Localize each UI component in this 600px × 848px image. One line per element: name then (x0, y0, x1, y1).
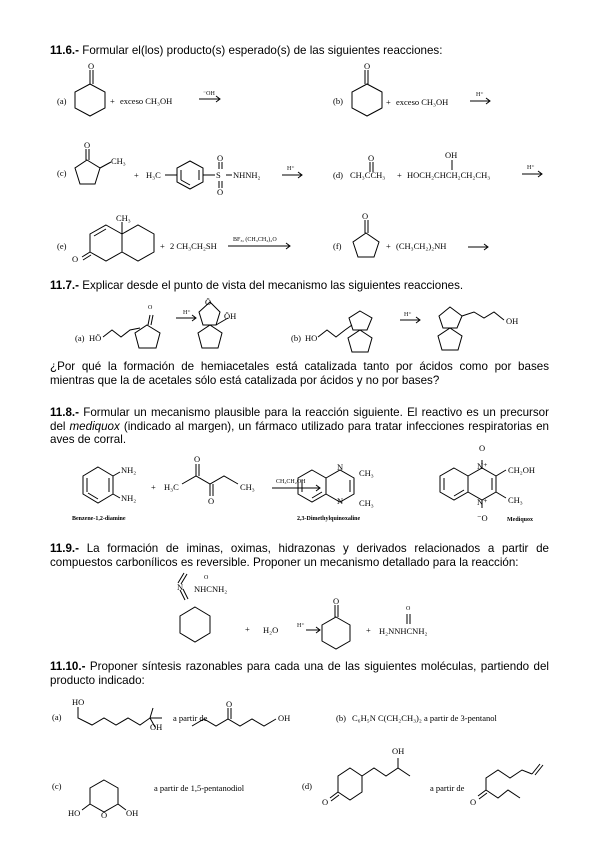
q119-cyclohexanone-ring (322, 617, 350, 649)
q116c-plus: + (134, 170, 139, 180)
q119-sc-o: O (204, 575, 209, 581)
q116e-cyclohexane-ring (122, 225, 154, 261)
q1110d-o: O (322, 797, 329, 807)
q118-plus: + (151, 482, 156, 492)
q116d-ketone: CH₃CCH₃ (350, 170, 386, 180)
q118-text-pre: Formular un mecanismo plausible para la reacción siguiente. El reactivo es un precursor del (50, 406, 549, 433)
q116d-condition: H⁺ (527, 165, 535, 171)
q116a-condition: ⁻OH (203, 91, 215, 97)
q116e-plus: + (160, 241, 165, 251)
q116d-diol: HOCH₂CHCH₂CH₂CH₃ (407, 170, 491, 180)
q119-condition: H⁺ (297, 623, 305, 629)
q116e-label: (e) (57, 241, 67, 251)
q117b-spiro-cyclopentane (438, 328, 462, 350)
q1110c-pyran-ring (90, 780, 118, 812)
q117a-ring-o: Ö (205, 297, 212, 307)
q1110d-cyclohexanone-ring (338, 768, 362, 800)
q118-o-bottom: O (208, 496, 215, 506)
q1110a-from: a partir de (173, 713, 208, 723)
q1110b-text: C₆H₅N C(CH₂CH₃)₂ a partir de 3-pentanol (352, 713, 497, 723)
q116d-ketone-o: O (368, 153, 375, 163)
q118-ch3: CH₃ (240, 482, 255, 492)
q116c-s: S (216, 170, 221, 180)
q119-product-o: O (333, 596, 340, 606)
q118-n-bottom: N (337, 496, 344, 506)
q116-number: 11.6.- (50, 44, 80, 57)
q116b-condition: H⁺ (476, 92, 484, 98)
q117b-label: (b) (291, 333, 301, 343)
q119-semicarbazide-o: O (406, 606, 411, 612)
q119-cyclohexane-ring (180, 607, 210, 642)
q117a-ho: HÖ (89, 333, 102, 343)
q119-plus1: + (245, 624, 250, 634)
q1110a-label: (a) (52, 712, 62, 722)
q116f-label: (f) (333, 241, 342, 251)
q1110c-ring-o: O (101, 810, 108, 820)
q1110a-sm-o: O (226, 699, 233, 709)
q116c-condition: H⁺ (287, 166, 295, 172)
q118-drug-name: mediquox (69, 419, 120, 433)
q116f-plus: + (386, 241, 391, 251)
q1110b-label: (b) (336, 713, 346, 723)
q1110d-from: a partir de (430, 783, 465, 793)
q116c-o: O (84, 140, 91, 150)
q118-drug-n-top: N⁺ (477, 461, 488, 471)
q116a-reagent: exceso CH₃OH (120, 96, 173, 106)
q116f-cyclopentanone-ring (353, 233, 379, 257)
q118-o-top: O (194, 454, 201, 464)
q116e-ch3: CH₃ (116, 213, 131, 223)
q118-h3c: H₃C (164, 482, 179, 492)
q118-n-top: N (337, 462, 344, 472)
q116a-cyclohexanone-ring (75, 84, 105, 116)
q117a-label: (a) (75, 333, 85, 343)
q119-semicarbazide: H₂NNHCNH₂ (379, 626, 428, 636)
q117-number: 11.7.- (50, 279, 80, 292)
q116f-o: O (362, 211, 369, 221)
q117a-o: O (148, 305, 153, 311)
q119-semicarbazone: NHCNH₂ (194, 584, 228, 594)
q1110-text: Proponer síntesis razonables para cada una de las siguientes moléculas, partiendo del producto indicado: (50, 660, 549, 687)
q116e-condition: BF₃, (CH₃CH₂)₂O (233, 237, 277, 243)
q116b-cyclohexanone-ring (352, 84, 382, 116)
q1110a-ho: HO (72, 697, 85, 707)
q119-plus2: + (366, 625, 371, 635)
q118-drug-o-bottom: ⁻O (477, 513, 488, 523)
q1110d-oh: OH (392, 746, 405, 756)
q118-text-post: (indicado al margen), un fármaco utilizado para tratar infecciones respiratorias en aves de corral. (50, 419, 549, 446)
q116a-label: (a) (57, 96, 67, 106)
q118-reactant-name: Benzene-1,2-diamine (72, 516, 126, 522)
q116c-cyclopentanone-ring (75, 160, 100, 184)
q118-drug-n-bottom: N⁺ (477, 497, 488, 507)
q1110a-oh: OH (150, 722, 163, 732)
q118-drug-ch3: CH₃ (508, 495, 523, 505)
q118-condition: CH₃CH₂OH (276, 479, 306, 485)
q118-number: 11.8.- (50, 406, 80, 419)
q116b-label: (b) (333, 96, 343, 106)
q1110c-from: a partir de 1,5-pentanodiol (154, 783, 245, 793)
q1110c-label: (c) (52, 781, 62, 791)
q116e-o: O (72, 254, 79, 264)
q119-text: La formación de iminas, oximas, hidrazonas y derivados relacionados a partir de compuestos carbonílicos es reversible. Proponer un mecanismo detallado para la reacción: (50, 542, 549, 569)
q116e-enone-ring (90, 225, 122, 261)
q119-n: N (177, 582, 184, 592)
q116e-reagent: 2 CH₃CH₂SH (170, 241, 217, 251)
q116c-so-top: O (217, 153, 224, 163)
q117a-condition: H⁺ (183, 310, 191, 316)
q117b-condition: H⁺ (404, 312, 412, 318)
q116c-so-bottom: O (217, 187, 224, 197)
q117-text: Explicar desde el punto de vista del mecanismo las siguientes reacciones. (82, 279, 464, 292)
q116c-methyl: CH₃ (111, 156, 126, 166)
q119-number: 11.9.- (50, 542, 80, 555)
q1110d-sm-o: O (470, 797, 477, 807)
q119-water: H₂O (263, 625, 279, 635)
q117-question: ¿Por qué la formación de hemiacetales está catalizada tanto por ácidos como por bases mientras que la de acetales sólo está catalizada por ácidos y no por bases? (50, 360, 549, 387)
q116d-oh: OH (445, 150, 458, 160)
q116a-o: O (88, 61, 95, 71)
q116b-reagent: exceso CH₃OH (396, 97, 449, 107)
q117b-spiro-thf-ring (439, 307, 462, 328)
q116c-h3c: H₃C (146, 170, 161, 180)
q118-product-ch3-top: CH₃ (359, 468, 374, 478)
q117a-cyclopentane-product (198, 325, 222, 348)
q117b-oh: OH (506, 316, 519, 326)
q116c-label: (c) (57, 168, 67, 178)
q116d-plus: + (397, 170, 402, 180)
q116b-o: O (364, 61, 371, 71)
q117b-dioxolane-ring (349, 311, 372, 330)
q116-text: Formular el(los) producto(s) esperado(s) de las siguientes reacciones: (82, 44, 443, 57)
q116d-label: (d) (333, 170, 343, 180)
q118-drug-label: Mediquox (507, 517, 534, 523)
q116b-plus: + (386, 97, 391, 107)
q117b-ho: HO (305, 333, 318, 343)
q1110-number: 11.10.- (50, 660, 86, 673)
q116a-plus: + (110, 96, 115, 106)
q1110a-sm-oh: OH (278, 713, 291, 723)
q118-product-ch3-bottom: CH₃ (359, 498, 374, 508)
q117a-oh: ÖH (224, 311, 237, 321)
q1110d-label: (d) (302, 781, 312, 791)
q117b-cyclopentane-ring (348, 330, 372, 352)
q118-product-name: 2,3-Dimethylquinoxaline (297, 516, 361, 522)
q1110c-oh: OH (126, 808, 139, 818)
q118-nh2-top: NH₂ (121, 465, 137, 475)
q1110c-ho: HO (68, 808, 81, 818)
q116c-hydrazide: NHNH₂ (233, 170, 261, 180)
q118-drug-o-top: O (479, 443, 486, 453)
q118-drug-ch2oh: CH₂OH (508, 465, 536, 475)
q116f-reagent: (CH₃CH₂)₂NH (396, 241, 447, 251)
q118-nh2-bottom: NH₂ (121, 493, 137, 503)
